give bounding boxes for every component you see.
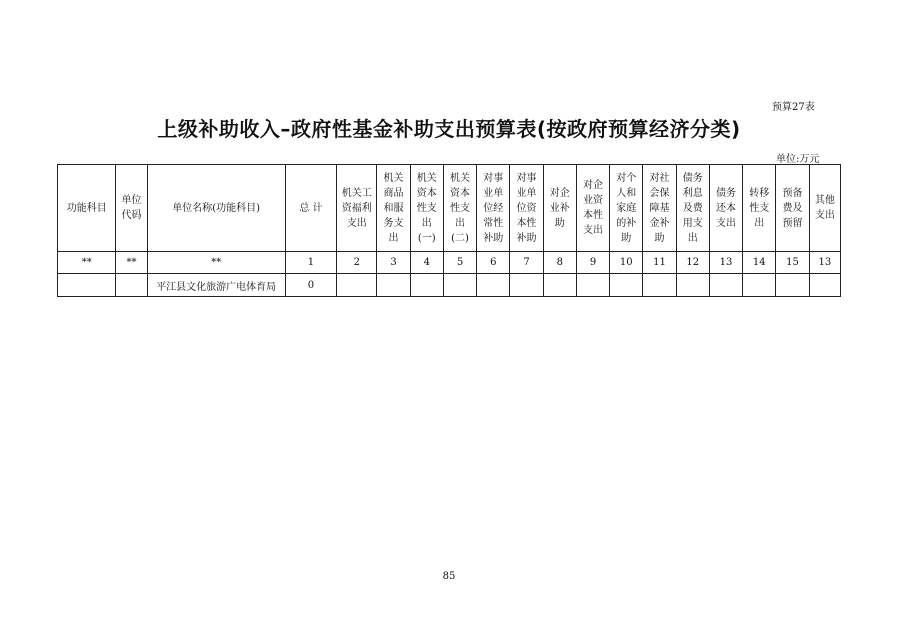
amount-cell <box>443 274 476 297</box>
column-number: 1 <box>285 252 336 274</box>
column-number: 14 <box>743 252 776 274</box>
budget-table <box>57 164 841 297</box>
column-header: 对企 业补 助 <box>543 165 576 252</box>
amount-cell <box>809 274 840 297</box>
amount-cell <box>510 274 543 297</box>
table-number: 预算27表 <box>772 102 815 113</box>
column-header: 机关 资本 性支 出 (二) <box>443 165 476 252</box>
column-number: 13 <box>809 252 840 274</box>
column-number: 15 <box>776 252 809 274</box>
column-header: 对社 会保 障基 金补 助 <box>643 165 676 252</box>
amount-cell <box>477 274 510 297</box>
column-header: 总 计 <box>285 165 336 252</box>
column-header: 单位 代码 <box>116 165 147 252</box>
column-header: 其他 支出 <box>809 165 840 252</box>
column-header: 机关工 资福利 支出 <box>337 165 377 252</box>
column-header: 对个 人和 家庭 的补 助 <box>610 165 643 252</box>
column-header: 对事 业单 位资 本性 补助 <box>510 165 543 252</box>
column-header: 功能科目 <box>58 165 116 252</box>
column-number: 9 <box>576 252 609 274</box>
column-number: 11 <box>643 252 676 274</box>
amount-cell <box>543 274 576 297</box>
column-number-row <box>58 252 841 274</box>
column-number: 7 <box>510 252 543 274</box>
column-number: 13 <box>709 252 742 274</box>
column-number: 5 <box>443 252 476 274</box>
column-header: 预备 费及 预留 <box>776 165 809 252</box>
column-header: 对事 业单 位经 常性 补助 <box>477 165 510 252</box>
column-number: ** <box>58 252 116 274</box>
amount-cell <box>709 274 742 297</box>
column-header: 单位名称(功能科目) <box>147 165 285 252</box>
unit-name-cell: 平江县文化旅游广电体育局 <box>147 274 285 297</box>
amount-cell <box>743 274 776 297</box>
column-header: 机关 资本 性支 出 (一) <box>410 165 443 252</box>
column-number: ** <box>147 252 285 274</box>
column-header: 债务 还本 支出 <box>709 165 742 252</box>
page-number: 85 <box>442 571 456 582</box>
column-number: 12 <box>676 252 709 274</box>
amount-cell <box>676 274 709 297</box>
amount-cell <box>576 274 609 297</box>
table-body <box>58 274 841 297</box>
page-title: 上级补助收入–政府性基金补助支出预算表(按政府预算经济分类) <box>157 117 741 141</box>
column-number: 10 <box>610 252 643 274</box>
column-header: 机关 商品 和服 务支 出 <box>377 165 410 252</box>
column-number: 8 <box>543 252 576 274</box>
column-header: 对企 业资 本性 支出 <box>576 165 609 252</box>
amount-cell <box>337 274 377 297</box>
amount-cell <box>776 274 809 297</box>
column-header: 转移 性支 出 <box>743 165 776 252</box>
amount-cell <box>377 274 410 297</box>
column-header: 债务 利息 及费 用支 出 <box>676 165 709 252</box>
amount-cell <box>410 274 443 297</box>
column-number: ** <box>116 252 147 274</box>
header-row <box>58 165 841 252</box>
unit-code-cell <box>116 274 147 297</box>
table-row <box>58 274 841 297</box>
unit-label: 单位:万元 <box>776 154 820 165</box>
column-number: 4 <box>410 252 443 274</box>
column-number: 2 <box>337 252 377 274</box>
column-number: 3 <box>377 252 410 274</box>
amount-cell <box>610 274 643 297</box>
total-cell: 0 <box>285 274 336 297</box>
function-subject-cell <box>58 274 116 297</box>
column-number: 6 <box>477 252 510 274</box>
amount-cell <box>643 274 676 297</box>
